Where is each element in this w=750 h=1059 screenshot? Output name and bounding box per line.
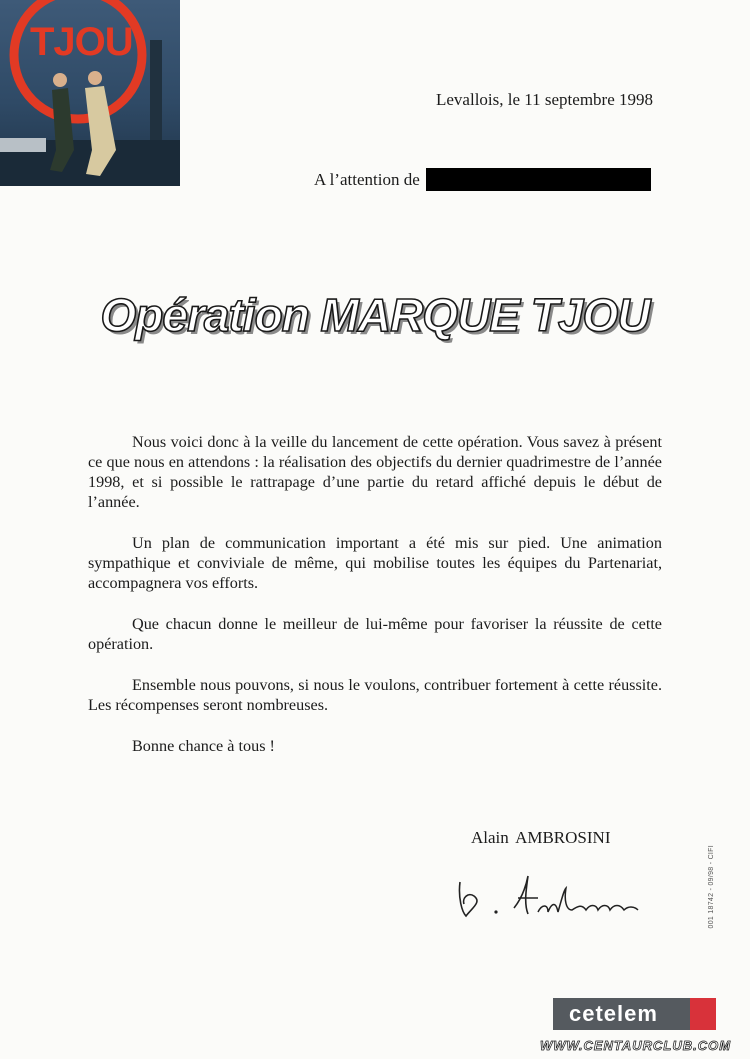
print-code: 001 18742 - 09/98 - CIFI (708, 845, 715, 929)
attention-label: A l’attention de (314, 170, 420, 189)
cetelem-logo (553, 998, 716, 1030)
redacted-recipient (426, 168, 651, 191)
logo-text: TJOU (30, 20, 133, 64)
paragraph: Nous voici donc à la veille du lancement de cette opération. Vous savez à présent ce que nous en attendons : la réalisation des objectifs du dernier quadrimestre de l’année 1998, et si possible le rattrapage d’une partie du retard affiché depuis le début de l’année. (88, 433, 662, 511)
headline: Opération MARQUE TJOU (100, 289, 650, 341)
watermark: WWW.CENTAURCLUB.COM (540, 1038, 732, 1053)
paragraph: Ensemble nous pouvons, si nous le voulons, contribuer fortement à cette réussite. Les récompenses seront nombreuses. (88, 676, 662, 714)
closing-line: Bonne chance à tous ! (132, 737, 275, 755)
letter-body (88, 432, 662, 777)
brand-red-block (690, 998, 716, 1030)
tjou-logo (0, 0, 180, 186)
paragraph: Un plan de communication important a été mis sur pied. Une animation sympathique et conviviale de même, qui mobilise toutes les équipes du Partenariat, accompagnera vos efforts. (88, 534, 662, 592)
handwritten-signature (452, 868, 652, 928)
letter-date: Levallois, le 11 septembre 1998 (436, 90, 654, 109)
signer-name: Alain AMBROSINI (471, 828, 611, 847)
paragraph: Que chacun donne le meilleur de lui-même pour favoriser la réussite de cette opération. (88, 615, 662, 653)
brand-name: cetelem (569, 1001, 658, 1026)
